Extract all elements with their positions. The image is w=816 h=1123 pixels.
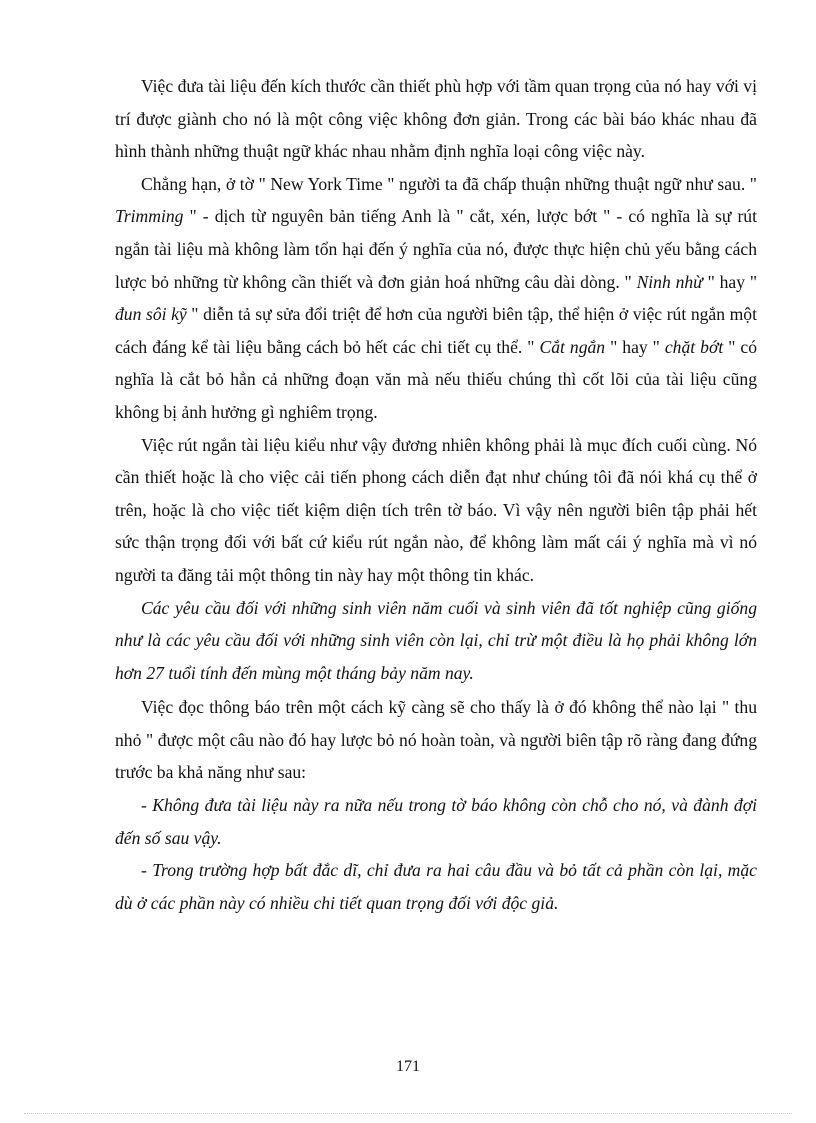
term-chat-bot: chặt bớt [664,336,724,357]
page-bottom-divider [24,1113,792,1114]
paragraph-2-text-a: Chẳng hạn, ở tờ " New York Time " người ta đã chấp thuận những thuật ngữ như sau. " [141,173,757,194]
paragraph-1: Việc đưa tài liệu đến kích thước cần thiết phù hợp với tầm quan trọng của nó hay với vị trí được giành cho nó là một công việc không đơn giản. Trong các bài báo khác nhau đã hình thành những thuật ngữ khác nhau nhằm định nghĩa loại công việc này. [115,76,757,162]
term-dun-soi-ky: đun sôi kỹ [115,304,187,325]
option-2: - Trong trường hợp bất đắc dĩ, chỉ đưa ra hai câu đầu và bỏ tất cả phần còn lại, mặc dù ở các phần này có nhiều chi tiết quan trọng đối với độc giả. [115,860,757,913]
term-cat-ngan: Cắt ngắn [539,336,606,357]
paragraph-2-text-f: " có nghĩa là cắt bỏ hẳn cả những đoạn văn mà nếu thiếu chúng thì cốt lõi của tài liệu cũng không bị ảnh hưởng gì nghiêm trọng. [115,336,757,422]
paragraph-2-text-d: " diễn tả sự sửa đổi triệt để hơn của người biên tập, thể hiện ở việc rút ngắn một cách đáng kể tài liệu bằng cách bỏ hết các chi tiết cụ thể. " [115,304,757,357]
option-1: - Không đưa tài liệu này ra nữa nếu trong tờ báo không còn chỗ cho nó, và đành đợi đến số sau vậy. [115,795,757,848]
paragraph-2-text-b: " - dịch từ nguyên bản tiếng Anh là " cắt, xén, lược bớt " - có nghĩa là sự rút ngắn tài liệu mà không làm tổn hại đến ý nghĩa của nó, được thực hiện chủ yếu bằng cách lược bỏ những từ không cần thiết và đơn giản hoá những câu dài dòng. " [115,206,757,292]
paragraph-2-text-c: " hay " [702,271,758,292]
term-trimming: Trimming [115,206,184,227]
document-body [115,70,757,919]
term-ninh-nhu: Ninh nhừ [636,271,703,292]
quoted-notice: Các yêu cầu đối với những sinh viên năm cuối và sinh viên đã tốt nghiệp cũng giống như là các yêu cầu đối với những sinh viên còn lại, chỉ trừ một điều là họ phải không lớn hơn 27 tuổi tính đến mùng một tháng bảy năm nay. [115,597,757,683]
paragraph-2-text-e: " hay " [605,336,665,357]
paragraph-3: Việc rút ngắn tài liệu kiểu như vậy đương nhiên không phải là mục đích cuối cùng. Nó cần thiết hoặc là cho việc cải tiến phong cách diễn đạt như chúng tôi đã nói khá cụ thể ở trên, hoặc là cho việc tiết kiệm diện tích trên tờ báo. Vì vậy nên người biên tập phải hết sức thận trọng đối với bất cứ kiểu rút ngắn nào, để không làm mất cái ý nghĩa mà vì nó người ta đăng tải một thông tin này hay một thông tin khác. [115,434,757,585]
page-number: 171 [396,1058,420,1075]
paragraph-5: Việc đọc thông báo trên một cách kỹ càng sẽ cho thấy là ở đó không thể nào lại " thu nhỏ " được một câu nào đó hay lược bỏ nó hoàn toàn, và người biên tập rõ ràng đang đứng trước ba khả năng như sau: [115,697,757,783]
paragraph-2 [115,168,757,429]
